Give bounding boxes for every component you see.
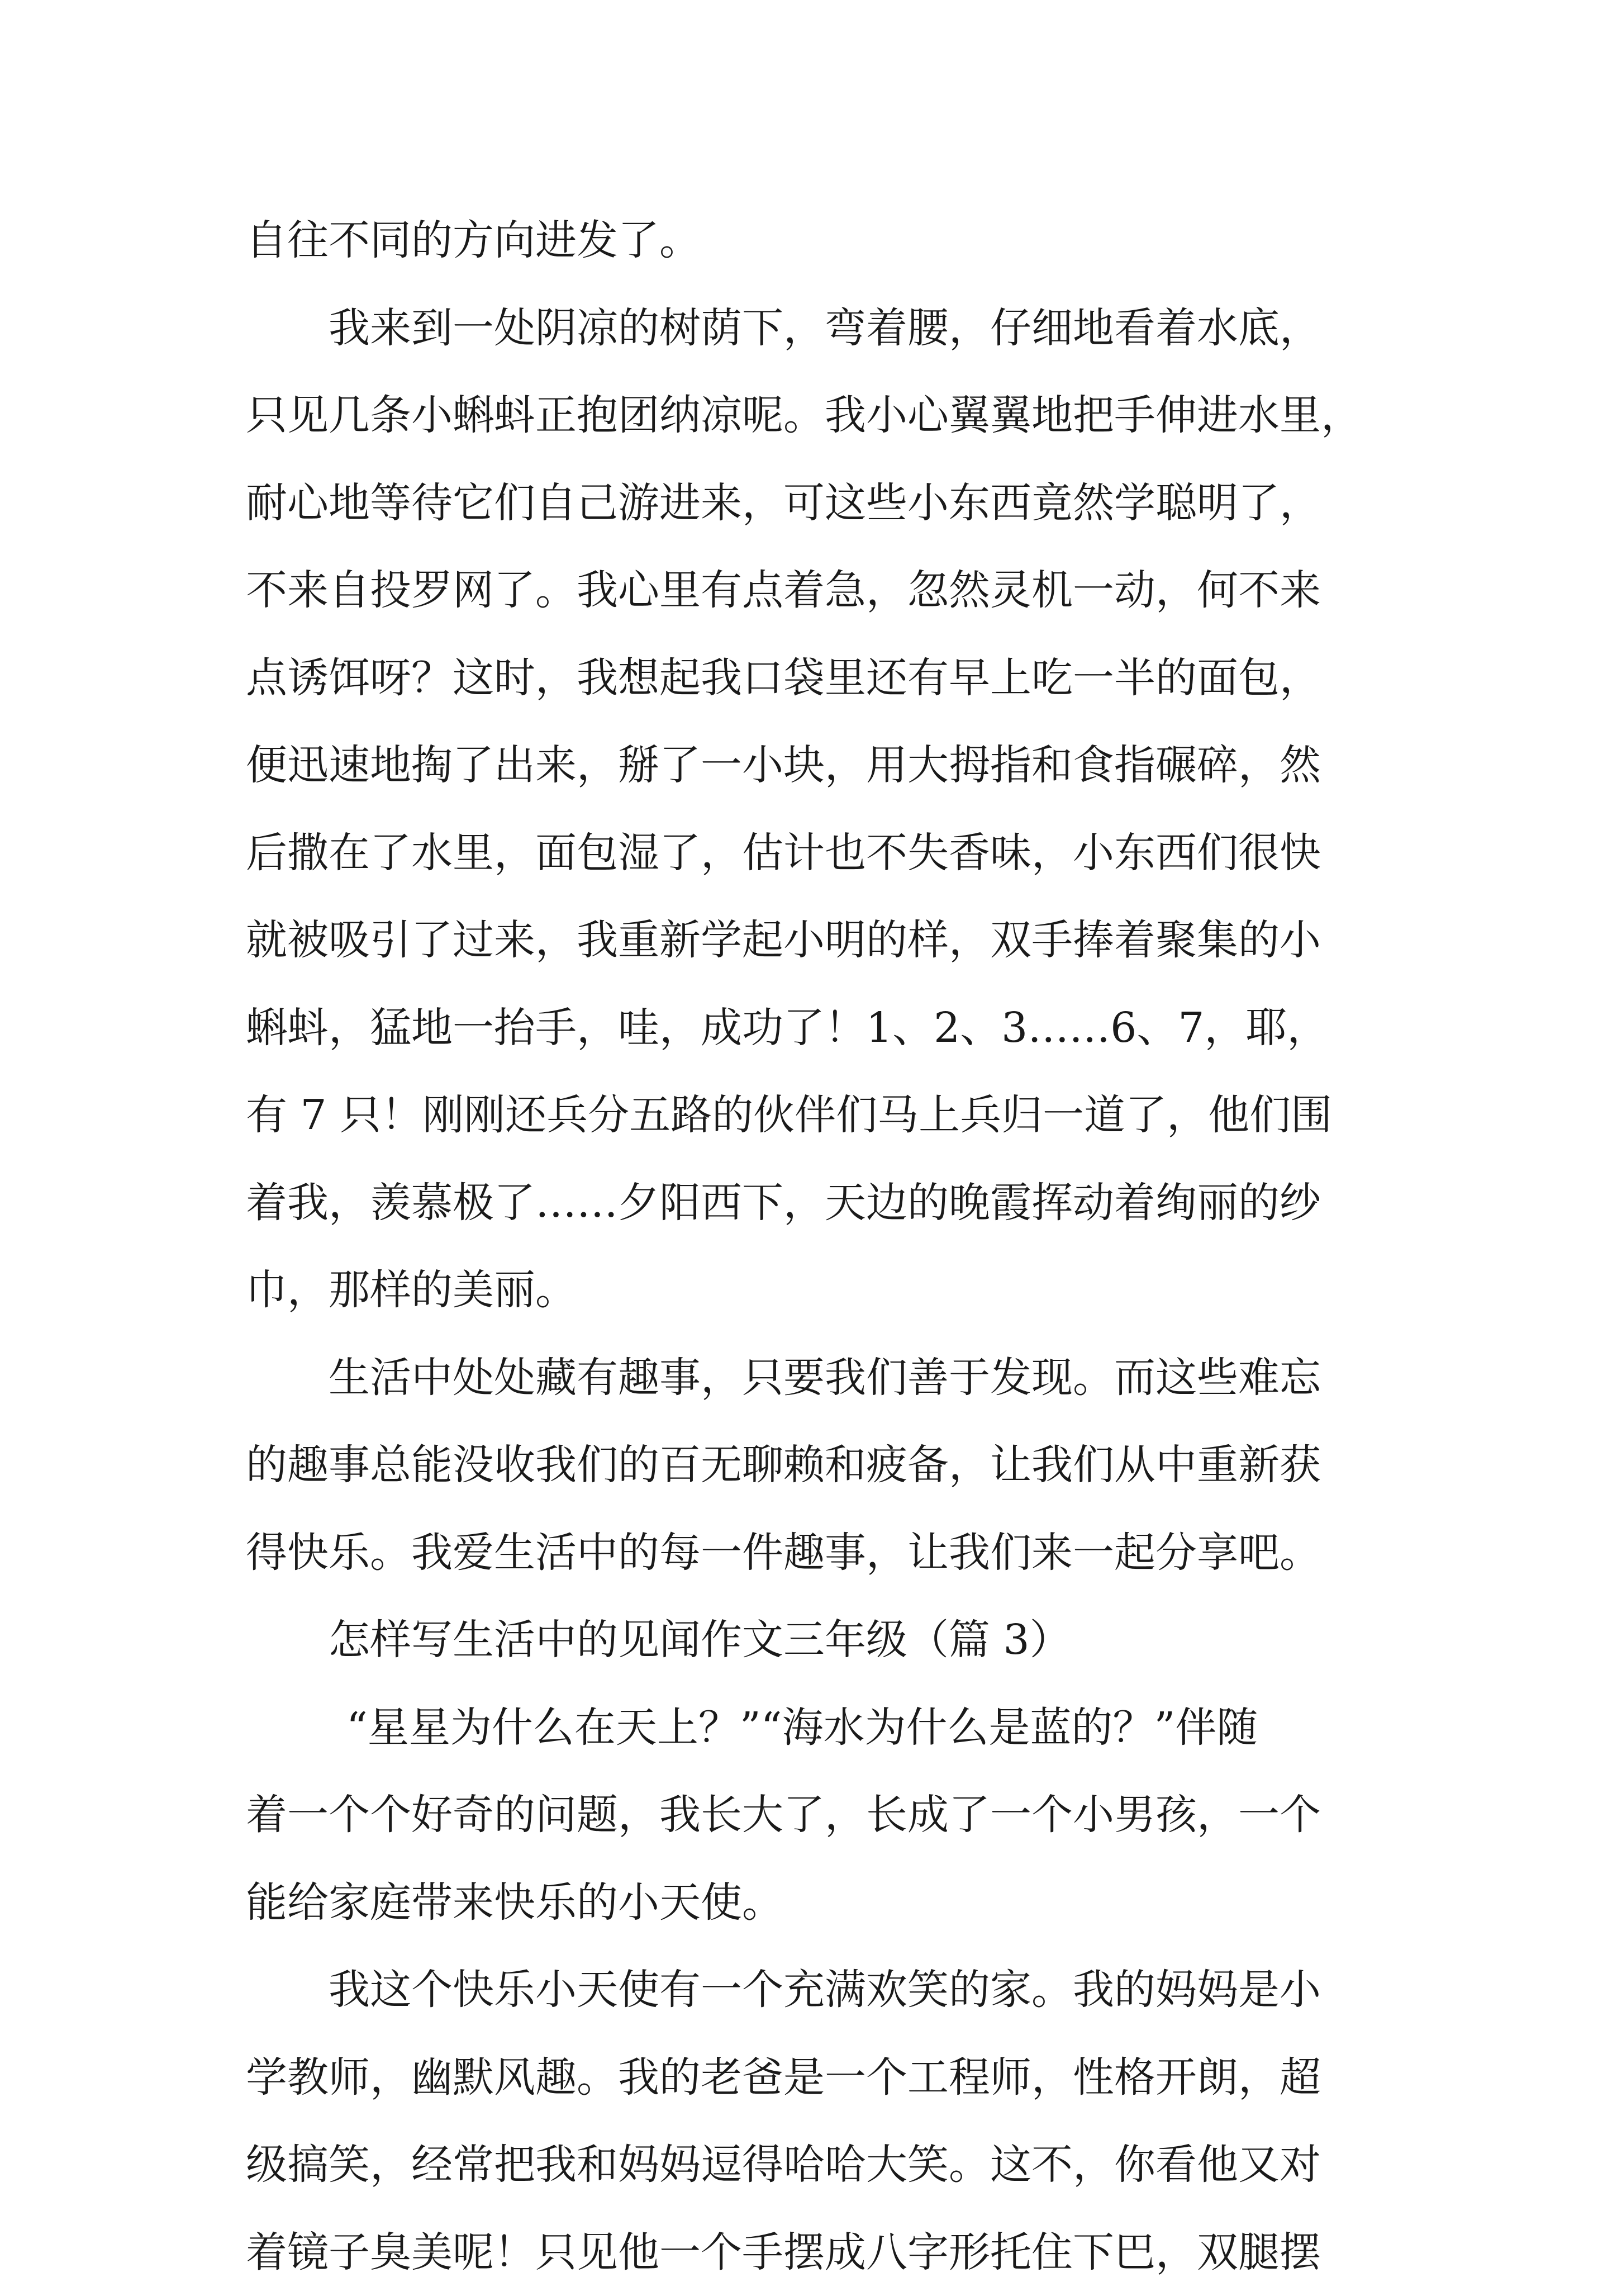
text-line: 能给家庭带来快乐的小天使。 [246,1859,1447,1947]
text-line: 蝌蚪，猛地一抬手，哇，成功了！1、2、3……6、7，耶， [246,984,1447,1072]
text-line: 只见几条小蝌蚪正抱团纳凉呢。我小心翼翼地把手伸进水里， [246,372,1447,459]
text-line: 得快乐。我爱生活中的每一件趣事，让我们来一起分享吧。 [246,1509,1447,1597]
text-line: 着一个个好奇的问题，我长大了，长成了一个小男孩，一个 [246,1771,1447,1859]
text-line: 就被吸引了过来，我重新学起小明的样，双手捧着聚集的小 [246,896,1447,984]
text-line: 学教师，幽默风趣。我的老爸是一个工程师，性格开朗，超 [246,2034,1447,2122]
text-line: 耐心地等待它们自己游进来，可这些小东西竟然学聪明了， [246,459,1447,547]
text-line: 不来自投罗网了。我心里有点着急，忽然灵机一动，何不来 [246,547,1447,634]
text-line: 着我，羡慕极了……夕阳西下，天边的晚霞挥动着绚丽的纱 [246,1159,1447,1247]
text-line: 有 7 只！刚刚还兵分五路的伙伴们马上兵归一道了，他们围 [246,1071,1447,1159]
text-line: 级搞笑，经常把我和妈妈逗得哈哈大笑。这不，你看他又对 [246,2121,1447,2209]
text-line: 自往不同的方向进发了。 [246,197,1447,284]
paragraph-start-line: 我这个快乐小天使有一个充满欢笑的家。我的妈妈是小 [246,1946,1447,2034]
paragraph-start-line: 我来到一处阴凉的树荫下，弯着腰，仔细地看着水底， [246,284,1447,372]
text-line: 巾，那样的美丽。 [246,1246,1447,1334]
paragraph-start-line: “星星为什么在天上？”“海水为什么是蓝的？”伴随 [246,1684,1447,1772]
section-heading: 怎样写生活中的见闻作文三年级（篇 3） [246,1596,1447,1684]
paragraph-start-line: 生活中处处藏有趣事，只要我们善于发现。而这些难忘 [246,1334,1447,1422]
text-line: 后撒在了水里，面包湿了，估计也不失香味，小东西们很快 [246,809,1447,897]
text-line: 点诱饵呀？这时，我想起我口袋里还有早上吃一半的面包， [246,634,1447,722]
article-body [246,197,1447,2296]
text-line: 的趣事总能没收我们的百无聊赖和疲备，让我们从中重新获 [246,1421,1447,1509]
text-line: 便迅速地掏了出来，掰了一小块，用大拇指和食指碾碎，然 [246,722,1447,809]
text-line: 着镜子臭美呢！只见他一个手摆成八字形托住下巴，双腿摆 [246,2209,1447,2296]
